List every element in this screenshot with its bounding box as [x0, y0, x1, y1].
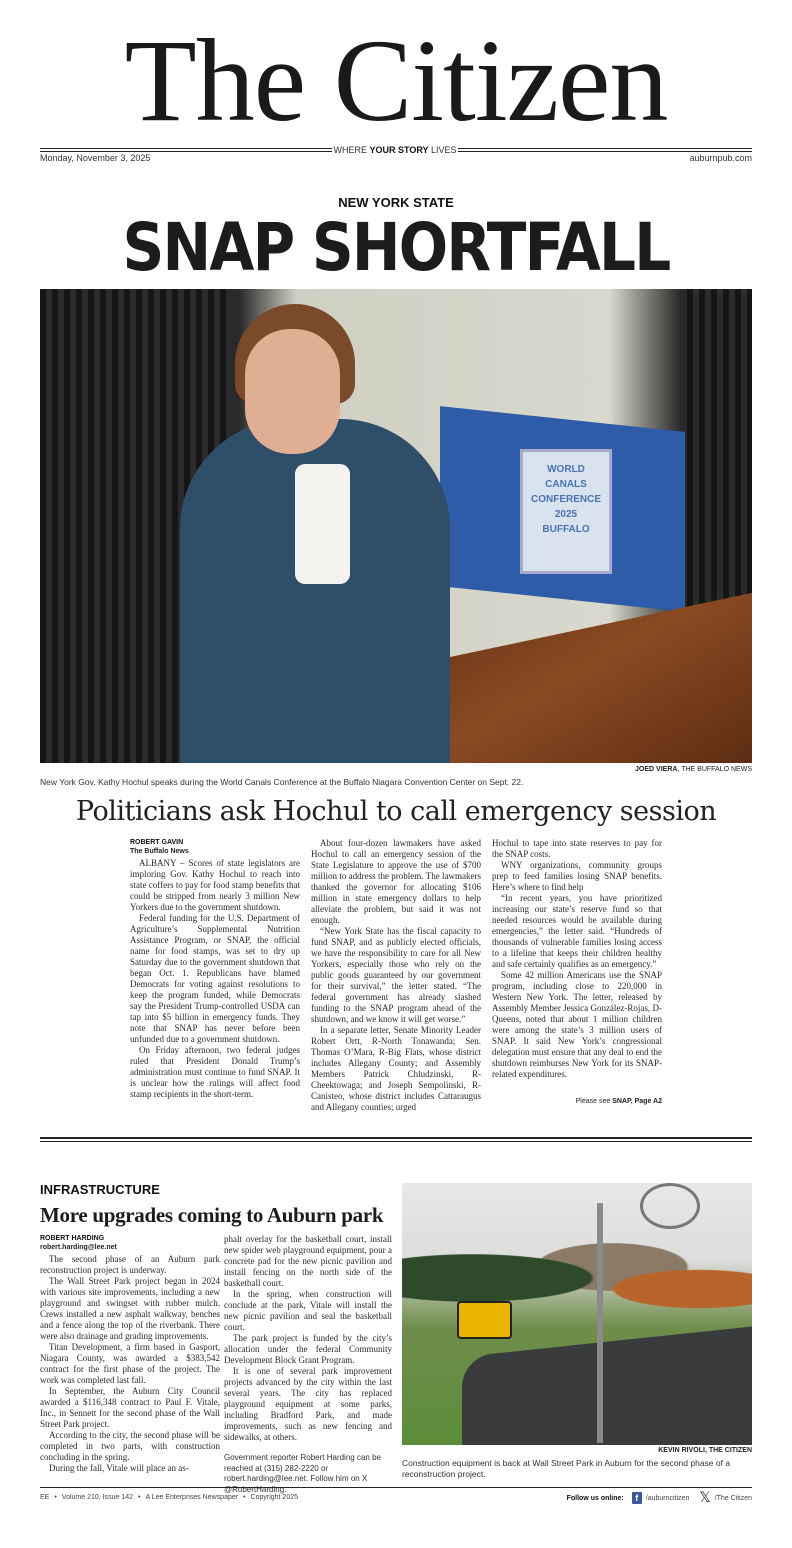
second-kicker: INFRASTRUCTURE	[40, 1182, 160, 1197]
jump-page: , Page A2	[630, 1098, 662, 1105]
byline-email[interactable]: robert.harding@lee.net	[40, 1244, 117, 1251]
section-divider	[40, 1137, 752, 1142]
second-headline[interactable]: More upgrades coming to Auburn park	[40, 1203, 384, 1227]
jump-bold: SNAP	[612, 1098, 631, 1105]
reporter-tagline: Government reporter Robert Harding can be reached at (315) 282-2220 or robert.harding@lee.net. Follow him on X @RobertHarding.	[224, 1453, 381, 1494]
credit-name: KEVIN RIVOLI	[658, 1447, 705, 1454]
issue-date: Monday, November 3, 2025	[40, 153, 151, 163]
road-roller	[457, 1301, 512, 1339]
credit-org: , THE BUFFALO NEWS	[677, 766, 752, 773]
lead-column-2	[311, 838, 481, 1113]
facebook-link[interactable]: /auburncitizen	[645, 1494, 690, 1502]
paragraph: “In recent years, you have prioritized increasing our state’s reserve fund so that needed resources would be available during emergencies,” the letter said. “Hundreds of thousands of vulnerable families losing access to a lifeline that keeps their children healthy and safe certainly qualifies as an emergency.”	[492, 893, 662, 969]
masthead-tagline	[332, 145, 458, 155]
speaker-face	[245, 329, 340, 454]
paragraph: In a separate letter, Senate Minority Leader Robert Ortt, R-North Tonawanda; Sen. Thomas O’Mara, R-Big Flats, whose district includes Allegany County; and Assembly Members Patrick Chludzinski, R-Cheektowaga; and Joseph Sempolinski, R-Canisteo, whose district includes Cattaraugus and Allegany counties; urged	[311, 1025, 481, 1112]
jump-pre: Please see	[575, 1098, 613, 1105]
lead-headline: SNAP SHORTFALL	[122, 209, 670, 286]
volume: Volume 210, Issue 142	[61, 1494, 134, 1501]
trees	[402, 1223, 752, 1333]
paragraph: In the spring, when construction will conclude at the park, Vitale will install the new picnic pavilion and seal the basketball court.	[224, 1289, 392, 1332]
website-link[interactable]: auburnpub.com	[689, 153, 752, 163]
paragraph: Titan Development, a firm based in Gasport, Niagara County, was awarded a $383,542 contract for the first phase of the project. The work was completed last fall.	[40, 1342, 220, 1385]
tagline-bold: YOUR STORY	[369, 145, 429, 155]
x-icon[interactable]: 𝕏	[699, 1490, 711, 1506]
lead-column-1	[130, 838, 300, 1100]
photo-caption: New York Gov. Kathy Hochul speaks during the World Canals Conference at the Buffalo Niagara Convention Center on Sept. 22.	[40, 777, 524, 787]
paragraph: Federal funding for the U.S. Department of Agriculture’s Supplemental Nutrition Assistance Program, or SNAP, the official name for food stamps, was set to dry up Saturday due to the government shutdown that began Oct. 1. Republicans have blamed Democrats for voting against resolutions to keep the program funded, while Democrats say the President Trump-controlled USDA can tap into $5 billion in emergency funds. They note that SNAP has never before been unfunded due to a government shutdown.	[130, 913, 300, 1044]
masthead-rule-left	[40, 148, 332, 152]
second-column-2	[224, 1234, 392, 1495]
social-links	[567, 1492, 752, 1504]
hoop-pole	[597, 1203, 603, 1443]
paragraph: phalt overlay for the basketball court, install new spider web playground equipment, pour a concrete pad for the new picnic pavilion and install fencing on the north side of the basketball court.	[224, 1234, 392, 1288]
hoop-backboard	[640, 1183, 700, 1229]
paragraph: The park project is funded by the city’s allocation under the federal Community Development Block Grant Program.	[224, 1333, 392, 1365]
footer-rule	[40, 1487, 752, 1488]
publisher: A Lee Enterprises Newspaper	[145, 1494, 239, 1501]
edition: EE	[40, 1494, 50, 1501]
paragraph: According to the city, the second phase will be completed in two parts, with construction concluding in the spring.	[40, 1430, 220, 1462]
park-photo	[402, 1183, 752, 1445]
paragraph: It is one of several park improvement projects advanced by the city within the last several years. The city has replaced playground equipment at some parks, including Bradford Park, and made improvements, such as new fencing and sidewalks, at others.	[224, 1366, 392, 1442]
photo-caption: Construction equipment is back at Wall Street Park in Auburn for the second phase of a reconstruction project.	[402, 1458, 731, 1479]
byline: ROBERT GAVIN	[130, 839, 184, 846]
paragraph: Some 42 million Americans use the SNAP program, including close to 220,000 in Western New York. The letter, released by Assembly Member Jessica González-Rojas, D-Queens, noted that about 1 million children were among the state’s 3 million users of SNAP. It said New York’s congressional delegation must ensure that any deal to end the shutdown reimburses New York for its SNAP-related expenditures.	[492, 970, 662, 1079]
byline-source: The Buffalo News	[130, 848, 189, 855]
paragraph: In September, the Auburn City Council awarded a $116,348 contract to Paul F. Vitale, Inc., in Sennett for the second phase of the Wall Street Park project.	[40, 1386, 220, 1429]
x-link[interactable]: /The Citizen	[714, 1494, 752, 1502]
masthead-title: The Citizen	[124, 15, 668, 146]
lead-kicker: NEW YORK STATE	[338, 195, 454, 210]
byline: ROBERT HARDING	[40, 1235, 105, 1242]
paragraph: ALBANY – Scores of state legislators are imploring Gov. Kathy Hochul to reach into state coffers to pay for food stamp benefits that could be stripped from nearly 3 million New Yorkers due to the government shutdown.	[130, 858, 300, 912]
conference-sign: WORLD CANALS CONFERENCE 2025 BUFFALO	[520, 449, 612, 574]
follow-label: Follow us online:	[566, 1494, 624, 1502]
jump-line[interactable]	[492, 1096, 662, 1107]
paragraph: The Wall Street Park project began in 2024 with various site improvements, including a new playground and swingset with rubber mulch. Crews installed a new asphalt walkway, benches and a fence along the top of the riverbank. There were also drainage and grading improvements.	[40, 1276, 220, 1341]
copyright: Copyright 2025	[250, 1494, 299, 1501]
paragraph: Hochul to tape into state reserves to pay for the SNAP costs.	[492, 838, 662, 859]
facebook-icon[interactable]: f	[632, 1492, 642, 1504]
lead-column-3	[492, 838, 662, 1107]
paragraph: The second phase of an Auburn park reconstruction project is underway.	[40, 1254, 220, 1275]
photo-credit	[658, 1447, 752, 1454]
paragraph: About four-dozen lawmakers have asked Hochul to call an emergency session of the State Legislature to approve the use of $700 million to address the problem. The lawmakers thanked the governor for allocating $106 million in state emergency dollars to help alleviate the problem, but said it was not enough.	[311, 838, 481, 925]
paragraph: During the fall, Vitale will place an as-	[49, 1463, 189, 1473]
paragraph: On Friday afternoon, two federal judges ruled that President Donald Trump’s administration must continue to fund SNAP. It is unclear how the rulings will affect food stamp recipients in the short-term.	[130, 1045, 300, 1099]
paragraph: “New York State has the fiscal capacity to fund SNAP, and as publicly elected officials, we have the responsibility to care for all New Yorkers, especially those who rely on the public goods guaranteed by our government for their survival,” the letter stated. “The federal government has already slashed funding to the SNAP program ahead of the shutdown, and we know it will get worse.”	[311, 926, 481, 1024]
second-column-1	[40, 1234, 220, 1474]
footer-info: EE • Volume 210, Issue 142 • A Lee Enterprises Newspaper • Copyright 2025	[40, 1494, 299, 1501]
credit-org: , THE CITIZEN	[704, 1447, 752, 1454]
credit-name: JOED VIERA	[635, 766, 678, 773]
photo-credit	[635, 766, 752, 773]
lead-photo	[40, 289, 752, 763]
tagline-post: LIVES	[428, 145, 457, 155]
masthead-rule-right	[458, 148, 752, 152]
related-link[interactable]: WNY organizations, community groups prep to feed families losing SNAP benefits. Here’s where to find help	[492, 860, 662, 892]
tagline-pre: WHERE	[333, 145, 370, 155]
story-headline[interactable]: Politicians ask Hochul to call emergency session	[75, 796, 717, 827]
speaker-shirt	[295, 464, 350, 584]
